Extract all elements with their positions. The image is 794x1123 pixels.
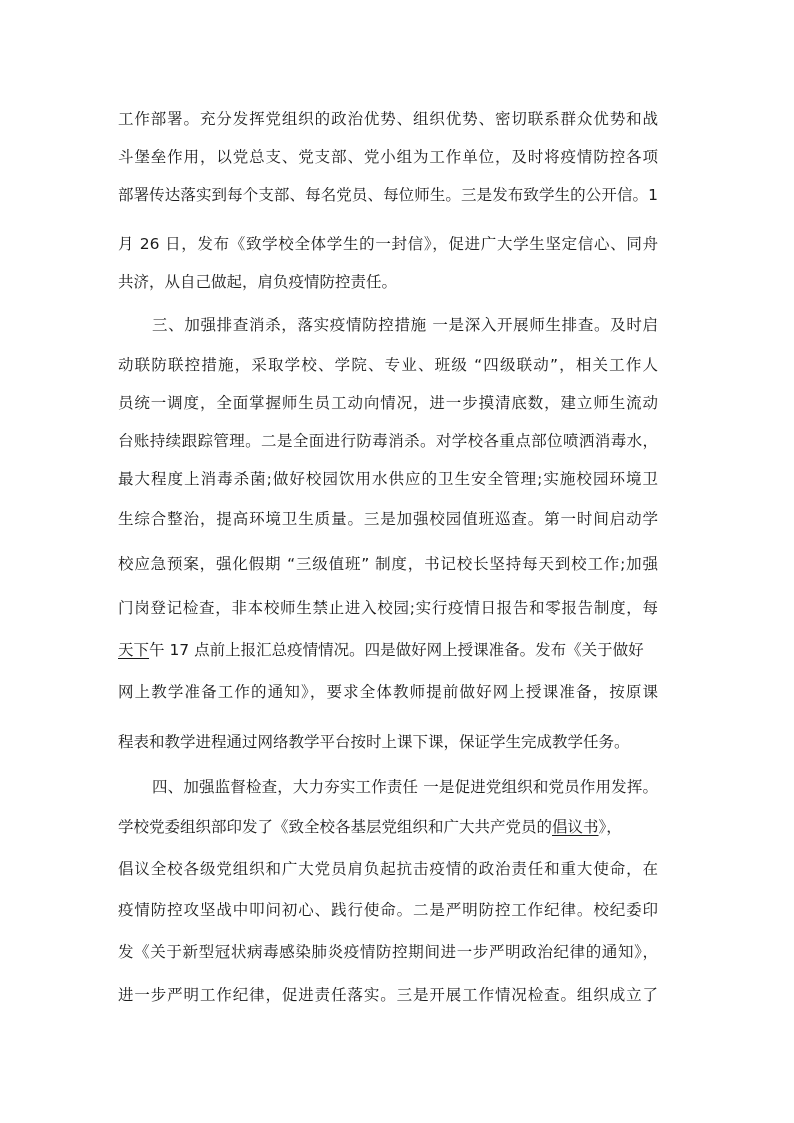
section-heading-4: 四、加强监督检查，大力夯实工作责任 一是促进党组织和党员作用发挥。 — [152, 778, 658, 796]
text-line-3: 部署传达落实到每个支部、每名党员、每位师生。三是发布致学生的公开信。1 — [118, 186, 658, 204]
text-line-15: 网上教学准备工作的通知》，要求全体教师提前做好网上授课准备，按原课 — [118, 683, 658, 701]
text-line-14-rest: 午 17 点前上报汇总疫情情况。四是做好网上授课准备。发布《关于做好 — [149, 641, 644, 659]
text-line-11: 生综合整治，提高环境卫生质量。三是加强校园值班巡查。第一时间启动学 — [118, 510, 658, 528]
text-line-19: 倡议全校各级党组织和广大党员肩负起抗击疫情的政治责任和重大使命，在 — [118, 860, 658, 878]
text-line-20: 疫情防控攻坚战中叩问初心、践行使命。二是严明防控工作纪律。校纪委印 — [118, 901, 658, 919]
text-line-18-end: 》， — [598, 818, 622, 836]
text-line-1: 工作部署。充分发挥党组织的政治优势、组织优势、密切联系群众优势和战 — [118, 110, 658, 128]
text-line-10: 最大程度上消毒杀菌;做好校园饮用水供应的卫生安全管理;实施校园环境卫 — [118, 470, 658, 488]
underlined-phrase: 天下 — [118, 641, 150, 659]
text-line-9: 台账持续跟踪管理。二是全面进行防毒消杀。对学校各重点部位喷洒消毒水， — [118, 432, 658, 450]
text-line-13: 门岗登记检查，非本校师生禁止进入校园;实行疫情日报告和零报告制度，每 — [118, 599, 658, 617]
text-line-7: 动联防联控措施，采取学校、学院、专业、班级 “四级联动”，相关工作人 — [118, 356, 658, 374]
text-line-21: 发《关于新型冠状病毒感染肺炎疫情防控期间进一步严明政治纪律的通知》， — [118, 943, 658, 961]
text-line-12: 校应急预案，强化假期 “三级值班” 制度，书记校长坚持每天到校工作;加强 — [118, 555, 658, 573]
text-line-16: 程表和教学进程通过网络教学平台按时上课下课，保证学生完成教学任务。 — [118, 733, 630, 751]
text-line-14 — [118, 638, 658, 662]
text-line-5: 共济，从自己做起，肩负疫情防控责任。 — [118, 273, 398, 291]
underlined-term: 倡议书 — [552, 818, 599, 836]
text-line-22: 进一步严明工作纪律，促进责任落实。三是开展工作情况检查。组织成立了 — [118, 986, 658, 1004]
text-line-8: 员统一调度，全面掌握师生员工动向情况，进一步摸清底数，建立师生流动 — [118, 394, 658, 412]
text-line-2: 斗堡垒作用，以党总支、党支部、党小组为工作单位，及时将疫情防控各项 — [118, 148, 658, 166]
section-heading-3: 三、加强排查消杀，落实疫情防控措施 一是深入开展师生排查。及时启 — [152, 316, 658, 334]
text-line-18-start: 学校党委组织部印发了《致全校各基层党组织和广大共产党员的 — [118, 818, 553, 836]
text-line-4: 月 26 日，发布《致学校全体学生的一封信》，促进广大学生坚定信心、同舟 — [118, 235, 658, 253]
text-line-18 — [118, 815, 658, 839]
